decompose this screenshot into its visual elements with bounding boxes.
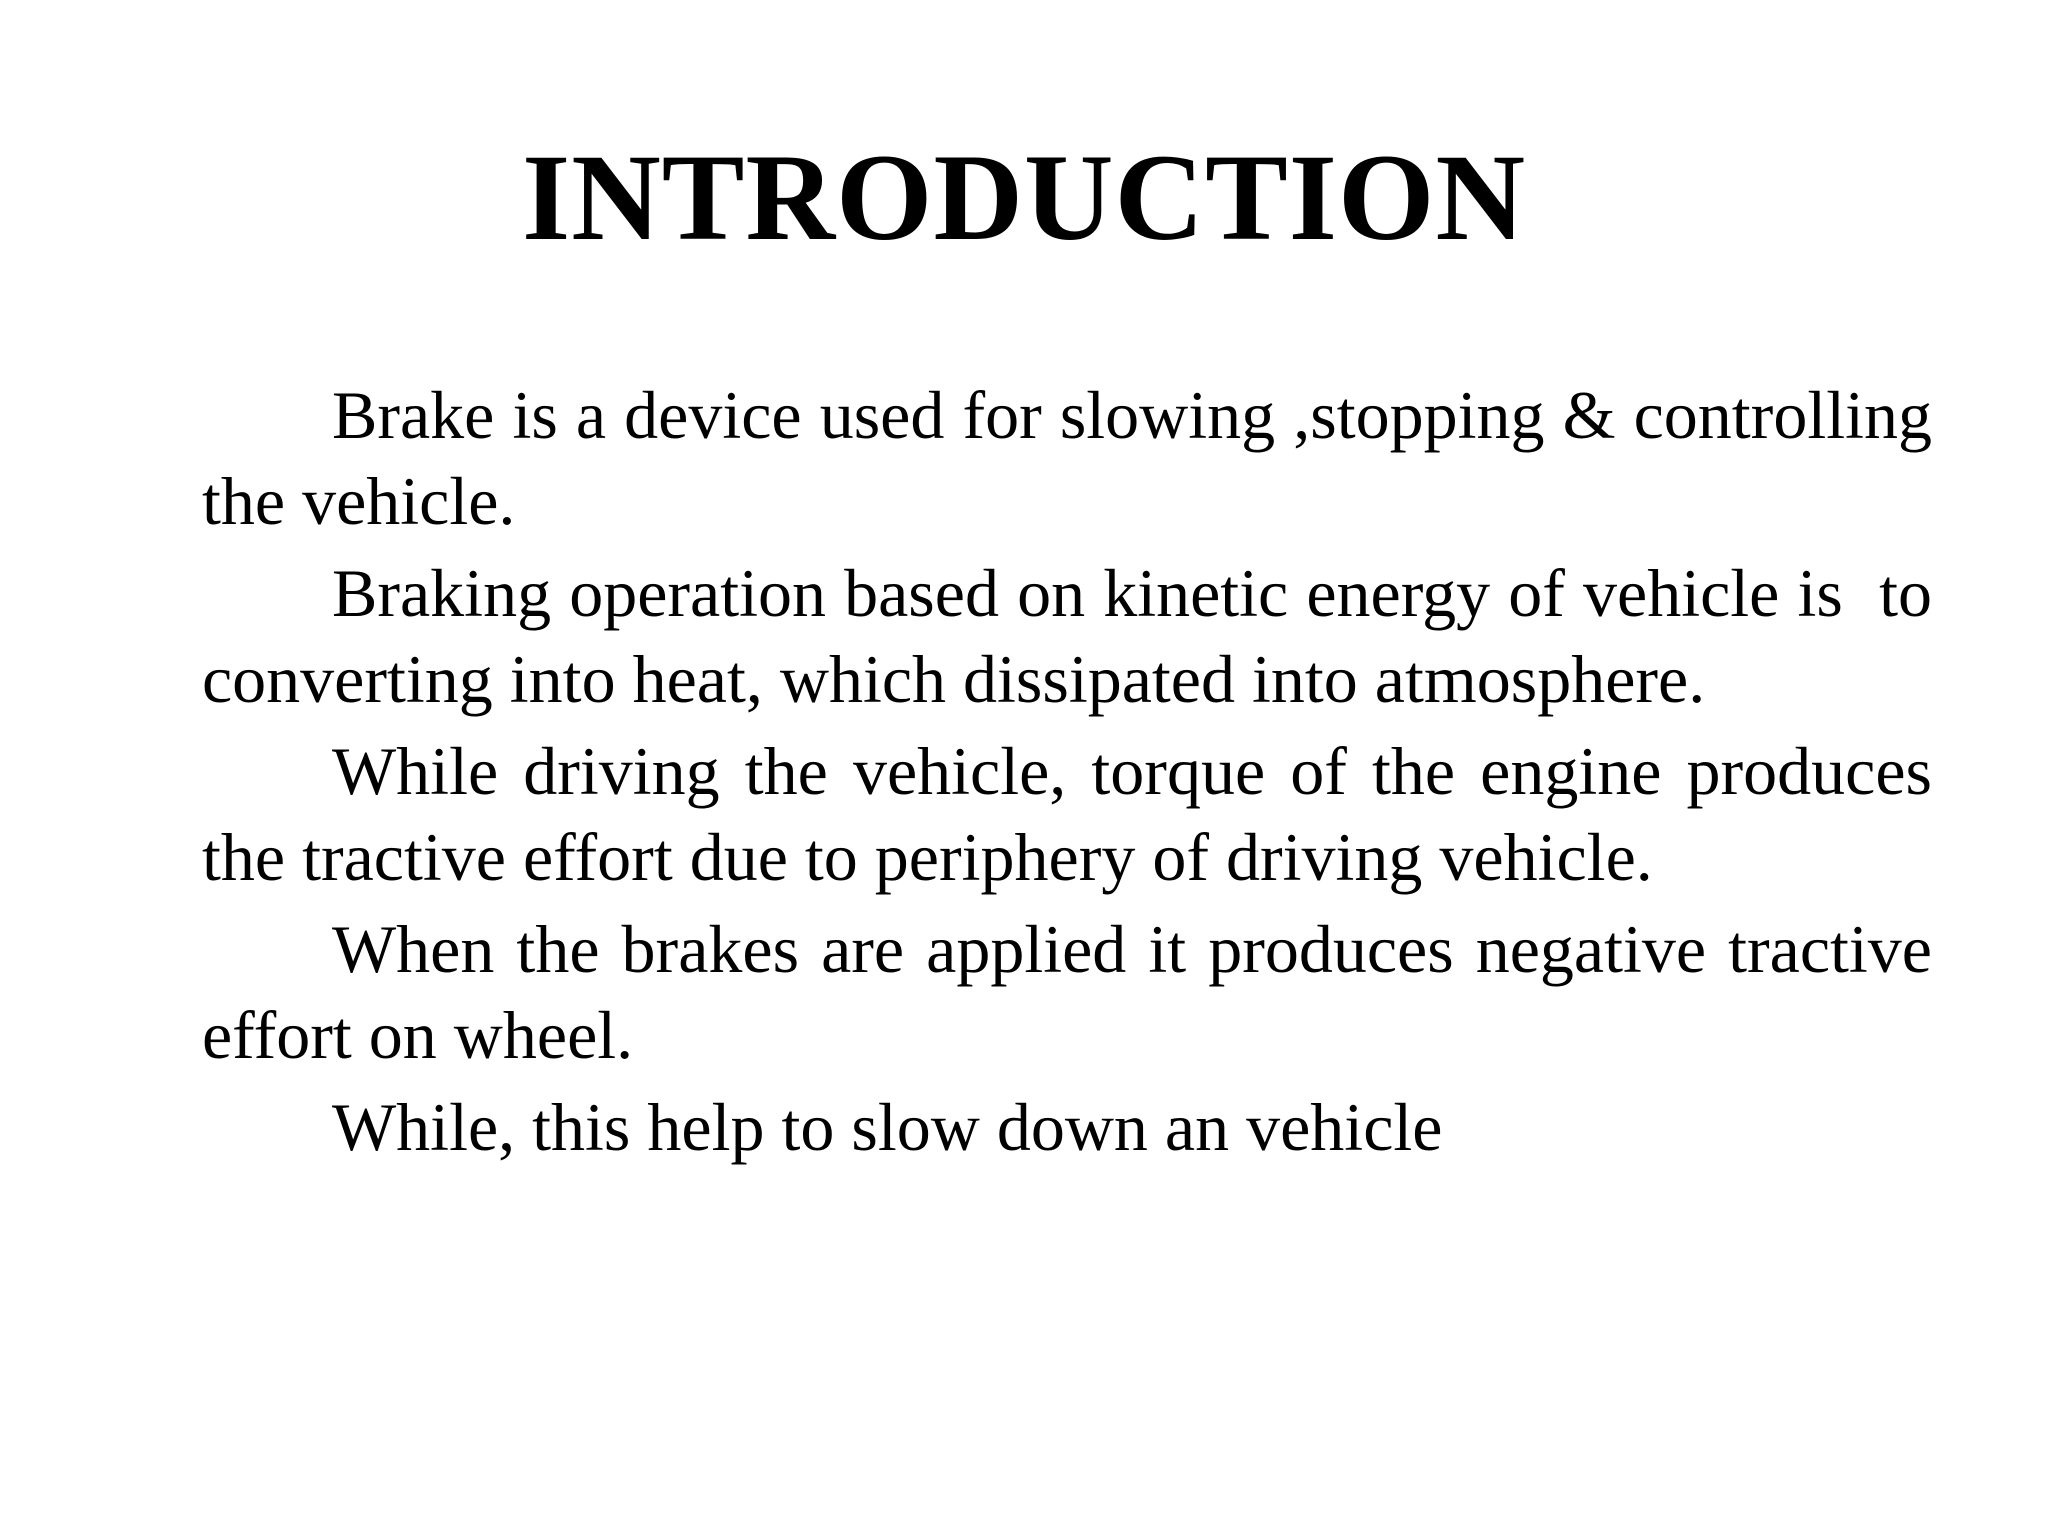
paragraph-slow-down: While, this help to slow down an vehicle	[332, 1089, 1443, 1165]
paragraph-engine-torque: While driving the vehicle, torque of the engine produces the tractive effort due to periphery of driving vehicle.	[202, 733, 1966, 895]
slide-body	[202, 372, 1966, 1176]
slide-title: INTRODUCTION	[521, 129, 1527, 266]
paragraph-braking-operation: Braking operation based on kinetic energy of vehicle is to converting into heat, which dissipated into atmosphere.	[202, 555, 1949, 717]
paragraph-brake-definition: Brake is a device used for slowing ,stopping & controlling the vehicle.	[202, 377, 1949, 539]
paragraph-negative-effort: When the brakes are applied it produces negative tractive effort on wheel.	[202, 911, 1949, 1073]
